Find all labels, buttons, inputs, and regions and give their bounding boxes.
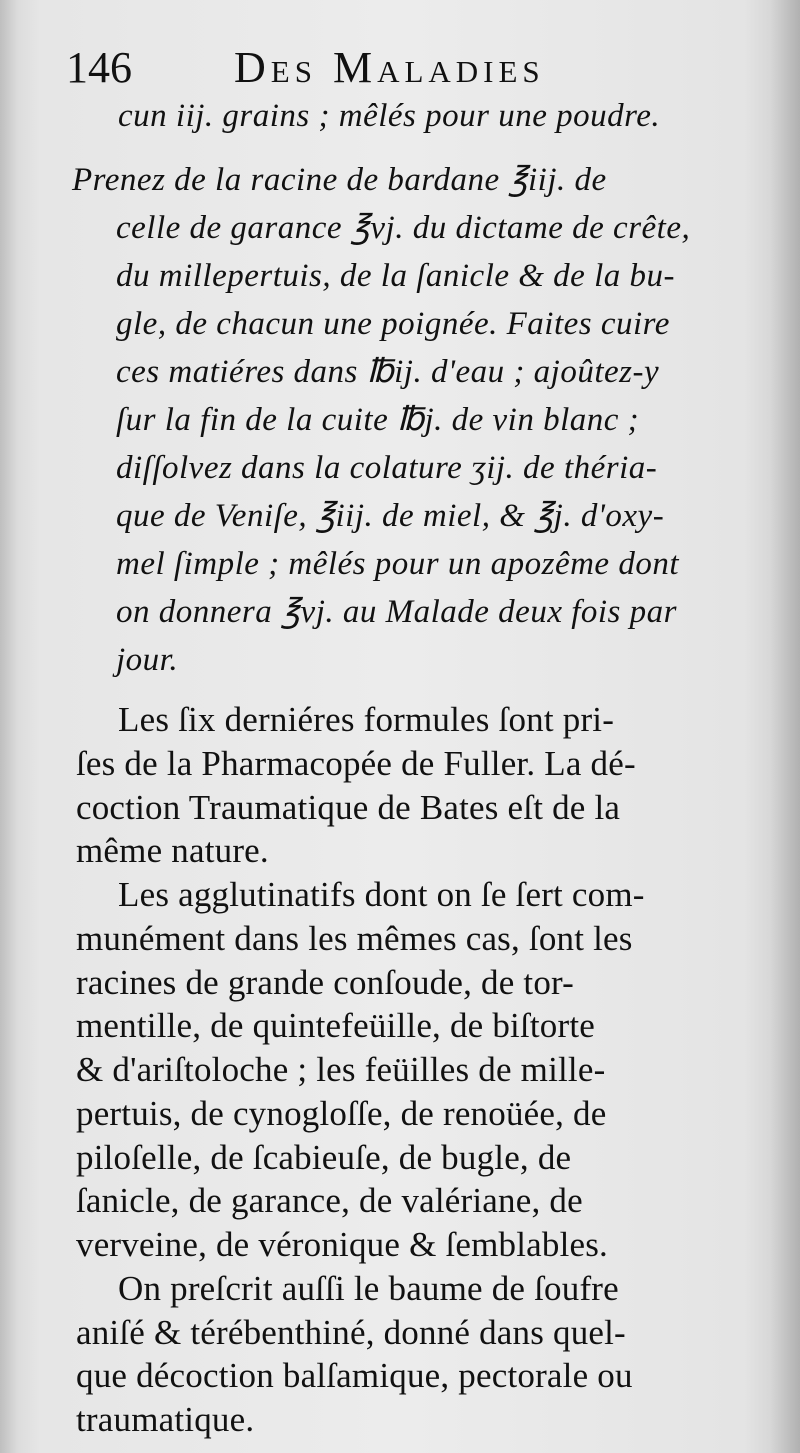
body-line: que décoction balſamique, pectorale ou <box>76 1356 633 1395</box>
recipe-line: ces matiéres dans ℔ij. d'eau ; ajoûtez-y <box>116 354 660 390</box>
body-line: pertuis, de cynogloſſe, de renoüée, de <box>76 1094 607 1133</box>
body-line: verveine, de véronique & ſemblables. <box>76 1225 609 1264</box>
recipe-line: diſſolvez dans la colature ʒij. de théria- <box>116 450 658 486</box>
page-spine-shadow <box>770 0 800 1453</box>
running-title: Des Maladies <box>234 43 545 92</box>
recipe-line: jour. <box>116 642 179 678</box>
recipe-line: gle, de chacun une poignée. Faites cuire <box>116 306 670 342</box>
recipe-line: du millepertuis, de la ſanicle & de la bu- <box>116 258 675 294</box>
body-line: piloſelle, de ſcabieuſe, de bugle, de <box>76 1138 572 1177</box>
body-line: coction Traumatique de Bates eſt de la <box>76 788 621 827</box>
page-number: 146 <box>66 43 132 92</box>
body-line: On preſcrit auſſi le baume de ſoufre <box>118 1269 619 1308</box>
recipe-line: on donnera ℥vj. au Malade deux fois par <box>116 594 677 630</box>
body-line: aniſé & térébenthiné, donné dans quel- <box>76 1313 626 1352</box>
page-left-edge-shadow <box>0 0 18 1453</box>
recipe-line: cun iij. grains ; mêlés pour une poudre. <box>118 98 661 134</box>
body-line: ſes de la Pharmacopée de Fuller. La dé- <box>76 744 636 783</box>
recipe-line: celle de garance ℥vj. du dictame de crête, <box>116 210 691 246</box>
body-line: & d'ariſtoloche ; les feüilles de mille- <box>76 1050 606 1089</box>
body-line: mentille, de quintefeüille, de biſtorte <box>76 1006 596 1045</box>
body-line: munément dans les mêmes cas, ſont les <box>76 919 633 958</box>
body-line: Les ſix derniéres formules ſont pri- <box>118 700 615 739</box>
body-line: racines de grande conſoude, de tor- <box>76 963 575 1002</box>
body-line: ſanicle, de garance, de valériane, de <box>76 1181 583 1220</box>
body-line: Les agglutinatifs dont on ſe ſert com- <box>118 875 645 914</box>
recipe-line: mel ſimple ; mêlés pour un apozême dont <box>116 546 679 582</box>
recipe-line: Prenez de la racine de bardane ℥iij. de <box>72 162 607 198</box>
page-header <box>66 40 626 100</box>
body-line: traumatique. <box>76 1400 255 1439</box>
recipe-line: ſur la fin de la cuite ℔j. de vin blanc ; <box>116 402 640 438</box>
body-line: même nature. <box>76 831 269 870</box>
recipe-line: que de Veniſe, ℥iij. de miel, & ℥j. d'oxy- <box>116 498 665 534</box>
